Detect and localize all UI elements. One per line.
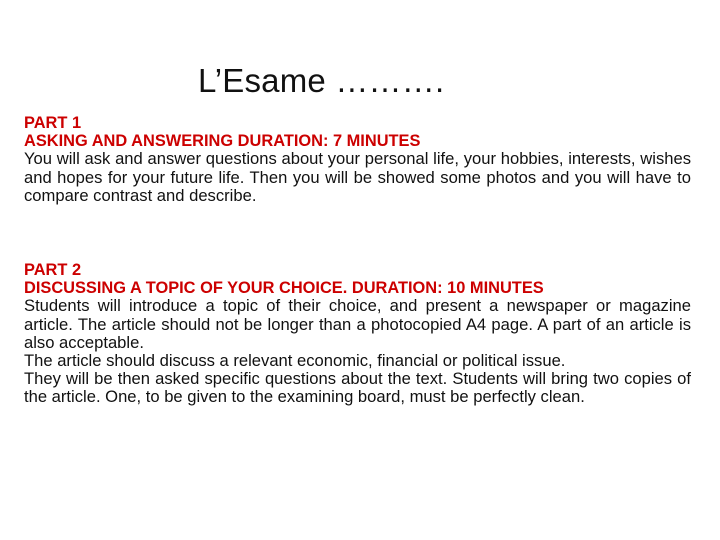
part-2-heading: PART 2 (24, 261, 82, 279)
part-2-body-3: They will be then asked specific questions about the text. Students will bring two copies of the article. One, to be given to the examining board, must be perfectly clean. (24, 369, 691, 407)
part-2-body-2: The article should discuss a relevant economic, financial or political issue. (24, 351, 566, 371)
part-2-body-1: Students will introduce a topic of their choice, and present a newspaper or magazine article. The article should not be longer than a photocopied A4 page. A part of an article is also acceptable. (24, 296, 691, 352)
part-1-subheading: ASKING AND ANSWERING DURATION: 7 MINUTES (24, 132, 421, 151)
part-1-body: You will ask and answer questions about your personal life, your hobbies, interests, wishes and hopes for your future life. Then you will be showed some photos and you will have to compare contrast and describe. (24, 149, 691, 205)
part-1-heading: PART 1 (24, 114, 82, 132)
part-2-section (24, 261, 691, 407)
part-1-section (24, 114, 691, 205)
part-2-subheading: DISCUSSING A TOPIC OF YOUR CHOICE. DURATION: 10 MINUTES (24, 279, 544, 298)
slide-title: L’Esame ………. (198, 62, 445, 99)
